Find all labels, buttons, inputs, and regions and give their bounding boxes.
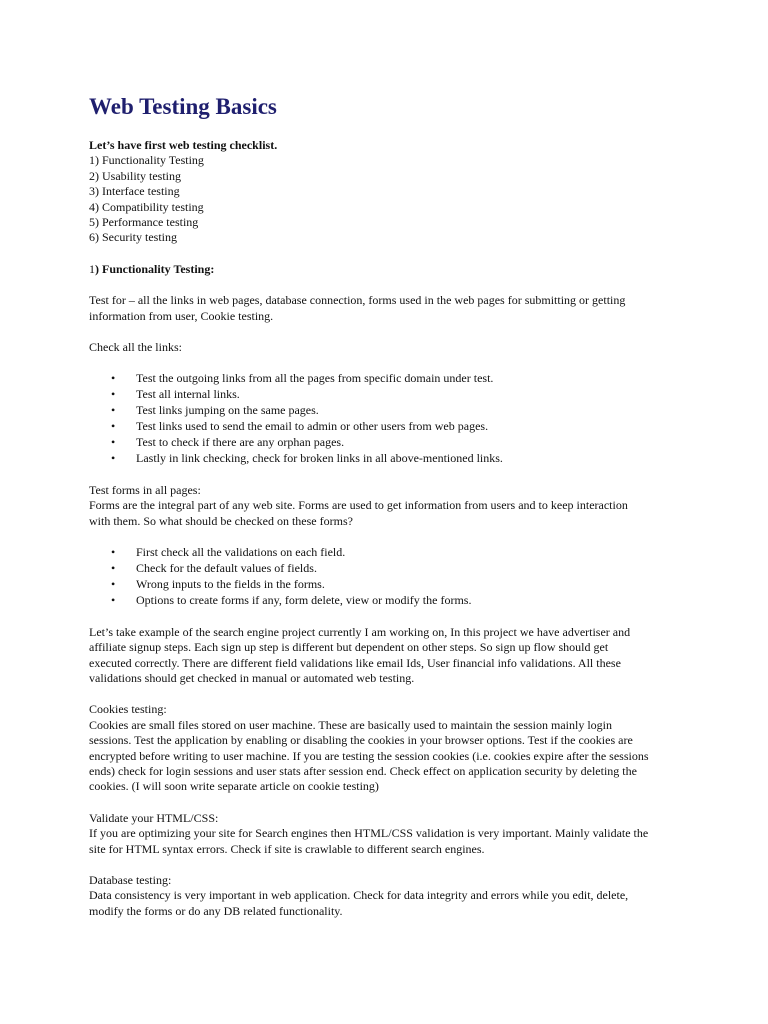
links-heading: Check all the links: <box>89 340 182 355</box>
example-text-line: validations should get checked in manual or automated web testing. <box>89 670 415 685</box>
bullet-icon: • <box>111 451 116 465</box>
cookies-text-line: ends) check for login sessions and user stats after session end. Check effect on application security by deleting the <box>89 764 637 778</box>
checklist-item: 2) Usability testing <box>89 168 181 183</box>
bullet-icon: • <box>111 371 116 386</box>
checklist-item: 5) Performance testing <box>89 215 199 230</box>
functionality-heading <box>89 262 681 277</box>
bullet-icon: • <box>111 592 116 607</box>
html-text-line: site for HTML syntax errors. Check if site is crawlable to different search engines. <box>89 841 485 856</box>
test-for-line: Test for – all the links in web pages, database connection, forms used in the web pages for submitting or getting <box>89 293 626 308</box>
cookies-text-line: Cookies are small files stored on user machine. These are basically used to maintain the session mainly login <box>89 717 612 732</box>
list-item: • Test links used to send the email to admin or other users from web pages. <box>111 419 489 434</box>
functionality-heading-text: ) Functionality Testing: <box>95 261 215 276</box>
db-heading: Database testing: <box>89 873 172 888</box>
list-item: • Lastly in link checking, check for broken links in all above-mentioned links. <box>111 451 503 465</box>
forms-text-line: Forms are the integral part of any web site. Forms are used to get information from users and to keep interaction <box>89 498 628 513</box>
links-list <box>89 371 681 466</box>
forms-heading: Test forms in all pages: <box>89 482 201 497</box>
cookies-text-line: encrypted before writing to user machine. If you are testing the session cookies (i.e. cookies expire after the sessions <box>89 748 649 763</box>
list-item: • Wrong inputs to the fields in the forms. <box>111 576 325 591</box>
html-heading: Validate your HTML/CSS: <box>89 810 219 825</box>
bullet-icon: • <box>111 435 116 450</box>
bullet-icon: • <box>111 419 116 434</box>
checklist-item: 6) Security testing <box>89 230 177 245</box>
forms-text-line: with them. So what should be checked on these forms? <box>89 513 353 528</box>
list-item: • Options to create forms if any, form delete, view or modify the forms. <box>111 592 472 607</box>
checklist-item: 4) Compatibility testing <box>89 199 204 214</box>
test-for-line: information from user, Cookie testing. <box>89 308 274 323</box>
checklist <box>89 153 681 245</box>
page-title: Web Testing Basics <box>89 94 277 119</box>
intro-heading: Let’s have first web testing checklist. <box>89 138 278 152</box>
cookies-heading: Cookies testing: <box>89 702 167 717</box>
list-item: • Test to check if there are any orphan pages. <box>111 435 345 450</box>
checklist-item: 3) Interface testing <box>89 184 180 199</box>
db-text-line: modify the forms or do any DB related functionality. <box>89 903 343 918</box>
bullet-icon: • <box>111 545 116 560</box>
cookies-text-line: sessions. Test the application by enabling or disabling the cookies in your browser options. Test if the cookies are <box>89 733 633 748</box>
checklist-item: 1) Functionality Testing <box>89 153 204 168</box>
bullet-icon: • <box>111 576 116 591</box>
bullet-icon: • <box>111 561 116 576</box>
html-text-line: If you are optimizing your site for Search engines then HTML/CSS validation is very important. Mainly validate the <box>89 826 649 841</box>
example-text-line: Let’s take example of the search engine project currently I am working on, In this project we have advertiser and <box>89 624 631 639</box>
bullet-icon: • <box>111 387 116 402</box>
example-text-line: affiliate signup steps. Each sign up step is different but dependent on other steps. So sign up flow should get <box>89 640 609 655</box>
example-text-line: executed correctly. There are different field validations like email Ids, User financial info validations. All these <box>89 655 621 670</box>
document-body <box>89 138 681 919</box>
forms-list <box>89 545 681 609</box>
list-item: • Check for the default values of fields. <box>111 561 317 576</box>
list-item: • Test all internal links. <box>111 387 240 402</box>
bullet-icon: • <box>111 403 116 418</box>
list-item: • Test the outgoing links from all the pages from specific domain under test. <box>111 371 494 386</box>
list-item: • Test links jumping on the same pages. <box>111 403 319 418</box>
db-text-line: Data consistency is very important in web application. Check for data integrity and errors while you edit, delete, <box>89 888 629 903</box>
list-item: • First check all the validations on each field. <box>111 545 346 560</box>
functionality-heading-number: 1 <box>89 261 95 276</box>
cookies-text-line: cookies. (I will soon write separate article on cookie testing) <box>89 779 379 794</box>
